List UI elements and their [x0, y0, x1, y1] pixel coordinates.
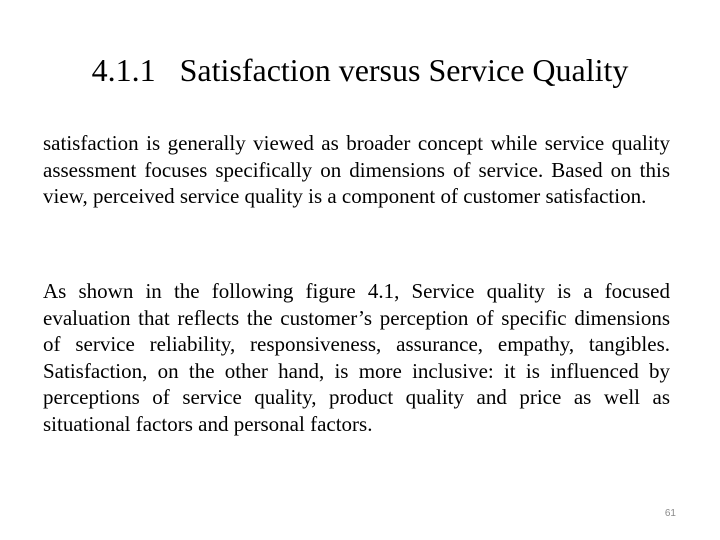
page-number: 61 [664, 508, 676, 519]
slide-title: 4.1.1 Satisfaction versus Service Quality [91, 52, 629, 88]
paragraph-service-quality-comparison: As shown in the following figure 4.1, Service quality is a focused evaluation that reflects the customer’s perception of specific dimensions of service reliability, responsiveness, assurance, empathy, tangibles. Satisfaction, on the other hand, is more inclusive: it is influenced by perceptions of service quality, product quality and price as well as situational factors and personal factors. [43, 279, 670, 436]
paragraph-satisfaction-definition: satisfaction is generally viewed as broader concept while service quality assessment focuses specifically on dimensions of service. Based on this view, perceived service quality is a component of customer satisfaction. [43, 131, 670, 208]
